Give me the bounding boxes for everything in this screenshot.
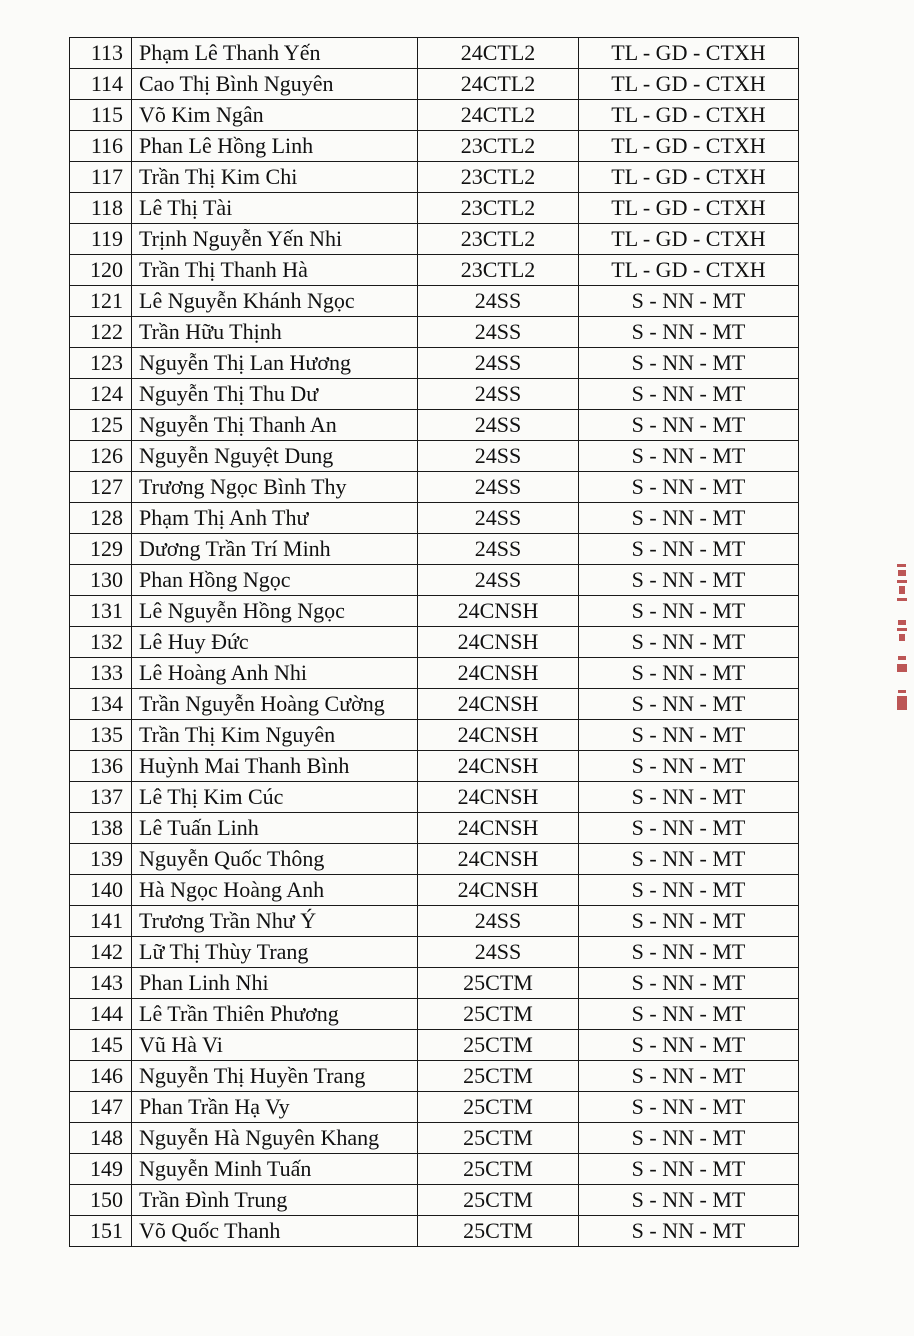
row-number-cell: 125 — [70, 410, 132, 441]
table-row — [70, 1185, 799, 1216]
student-name-cell: Nguyễn Hà Nguyên Khang — [132, 1123, 418, 1154]
class-code-cell: 24CNSH — [418, 875, 579, 906]
row-number-cell: 117 — [70, 162, 132, 193]
student-name-cell: Lê Nguyễn Khánh Ngọc — [132, 286, 418, 317]
major-group-cell: S - NN - MT — [579, 596, 799, 627]
table-row — [70, 1216, 799, 1247]
major-group-cell: S - NN - MT — [579, 1154, 799, 1185]
class-code-cell: 24CNSH — [418, 782, 579, 813]
class-code-cell: 24SS — [418, 937, 579, 968]
major-group-cell: TL - GD - CTXH — [579, 193, 799, 224]
major-group-cell: S - NN - MT — [579, 937, 799, 968]
row-number-cell: 133 — [70, 658, 132, 689]
row-number-cell: 131 — [70, 596, 132, 627]
class-code-cell: 25CTM — [418, 1030, 579, 1061]
student-name-cell: Dương Trần Trí Minh — [132, 534, 418, 565]
table-row — [70, 937, 799, 968]
class-code-cell: 24SS — [418, 441, 579, 472]
table-row — [70, 1154, 799, 1185]
major-group-cell: S - NN - MT — [579, 906, 799, 937]
major-group-cell: TL - GD - CTXH — [579, 38, 799, 69]
table-row — [70, 441, 799, 472]
major-group-cell: S - NN - MT — [579, 720, 799, 751]
major-group-cell: S - NN - MT — [579, 658, 799, 689]
major-group-cell: S - NN - MT — [579, 627, 799, 658]
table-row — [70, 875, 799, 906]
table-row — [70, 720, 799, 751]
student-name-cell: Phan Hồng Ngọc — [132, 565, 418, 596]
student-name-cell: Lê Huy Đức — [132, 627, 418, 658]
student-name-cell: Phạm Thị Anh Thư — [132, 503, 418, 534]
row-number-cell: 132 — [70, 627, 132, 658]
row-number-cell: 120 — [70, 255, 132, 286]
row-number-cell: 134 — [70, 689, 132, 720]
row-number-cell: 136 — [70, 751, 132, 782]
major-group-cell: S - NN - MT — [579, 1123, 799, 1154]
row-number-cell: 128 — [70, 503, 132, 534]
row-number-cell: 121 — [70, 286, 132, 317]
student-name-cell: Trần Thị Kim Nguyên — [132, 720, 418, 751]
row-number-cell: 146 — [70, 1061, 132, 1092]
student-name-cell: Hà Ngọc Hoàng Anh — [132, 875, 418, 906]
major-group-cell: S - NN - MT — [579, 472, 799, 503]
student-name-cell: Nguyễn Quốc Thông — [132, 844, 418, 875]
row-number-cell: 115 — [70, 100, 132, 131]
class-code-cell: 24SS — [418, 906, 579, 937]
row-number-cell: 124 — [70, 379, 132, 410]
student-name-cell: Huỳnh Mai Thanh Bình — [132, 751, 418, 782]
row-number-cell: 119 — [70, 224, 132, 255]
class-code-cell: 24CNSH — [418, 658, 579, 689]
major-group-cell: TL - GD - CTXH — [579, 162, 799, 193]
major-group-cell: S - NN - MT — [579, 1092, 799, 1123]
class-code-cell: 25CTM — [418, 1061, 579, 1092]
student-name-cell: Nguyễn Thị Thu Dư — [132, 379, 418, 410]
row-number-cell: 148 — [70, 1123, 132, 1154]
table-row — [70, 596, 799, 627]
stamp-mark-icon — [893, 560, 911, 720]
student-name-cell: Trần Hữu Thịnh — [132, 317, 418, 348]
student-roster-table — [69, 37, 799, 1247]
major-group-cell: S - NN - MT — [579, 1216, 799, 1247]
table-row — [70, 968, 799, 999]
student-name-cell: Võ Kim Ngân — [132, 100, 418, 131]
row-number-cell: 118 — [70, 193, 132, 224]
major-group-cell: S - NN - MT — [579, 813, 799, 844]
table-row — [70, 348, 799, 379]
class-code-cell: 23CTL2 — [418, 255, 579, 286]
table-row — [70, 317, 799, 348]
table-row — [70, 658, 799, 689]
major-group-cell: S - NN - MT — [579, 348, 799, 379]
student-name-cell: Lê Thị Kim Cúc — [132, 782, 418, 813]
class-code-cell: 24CNSH — [418, 689, 579, 720]
table-row — [70, 844, 799, 875]
table-row — [70, 503, 799, 534]
student-name-cell: Phan Linh Nhi — [132, 968, 418, 999]
major-group-cell: S - NN - MT — [579, 689, 799, 720]
table-row — [70, 906, 799, 937]
row-number-cell: 130 — [70, 565, 132, 596]
student-name-cell: Trần Thị Kim Chi — [132, 162, 418, 193]
table-row — [70, 224, 799, 255]
student-name-cell: Cao Thị Bình Nguyên — [132, 69, 418, 100]
table-row — [70, 286, 799, 317]
class-code-cell: 24SS — [418, 565, 579, 596]
major-group-cell: S - NN - MT — [579, 1030, 799, 1061]
row-number-cell: 138 — [70, 813, 132, 844]
class-code-cell: 24SS — [418, 503, 579, 534]
student-name-cell: Nguyễn Thị Thanh An — [132, 410, 418, 441]
student-name-cell: Trương Trần Như Ý — [132, 906, 418, 937]
major-group-cell: S - NN - MT — [579, 968, 799, 999]
class-code-cell: 24SS — [418, 379, 579, 410]
roster-body — [70, 38, 799, 1247]
student-name-cell: Lê Tuấn Linh — [132, 813, 418, 844]
row-number-cell: 139 — [70, 844, 132, 875]
major-group-cell: S - NN - MT — [579, 379, 799, 410]
major-group-cell: TL - GD - CTXH — [579, 255, 799, 286]
row-number-cell: 129 — [70, 534, 132, 565]
major-group-cell: S - NN - MT — [579, 317, 799, 348]
major-group-cell: S - NN - MT — [579, 286, 799, 317]
class-code-cell: 23CTL2 — [418, 224, 579, 255]
row-number-cell: 144 — [70, 999, 132, 1030]
table-row — [70, 1092, 799, 1123]
student-name-cell: Trương Ngọc Bình Thy — [132, 472, 418, 503]
margin-stamp-mark — [893, 560, 911, 720]
class-code-cell: 24CNSH — [418, 720, 579, 751]
student-name-cell: Lê Hoàng Anh Nhi — [132, 658, 418, 689]
table-row — [70, 751, 799, 782]
class-code-cell: 24CTL2 — [418, 100, 579, 131]
class-code-cell: 24CNSH — [418, 751, 579, 782]
student-name-cell: Trần Nguyễn Hoàng Cường — [132, 689, 418, 720]
student-name-cell: Lê Trần Thiên Phương — [132, 999, 418, 1030]
class-code-cell: 24CNSH — [418, 844, 579, 875]
row-number-cell: 114 — [70, 69, 132, 100]
class-code-cell: 25CTM — [418, 1185, 579, 1216]
major-group-cell: S - NN - MT — [579, 1185, 799, 1216]
row-number-cell: 151 — [70, 1216, 132, 1247]
table-row — [70, 813, 799, 844]
row-number-cell: 126 — [70, 441, 132, 472]
student-name-cell: Nguyễn Thị Lan Hương — [132, 348, 418, 379]
major-group-cell: S - NN - MT — [579, 844, 799, 875]
student-name-cell: Trần Thị Thanh Hà — [132, 255, 418, 286]
major-group-cell: S - NN - MT — [579, 565, 799, 596]
student-name-cell: Trịnh Nguyễn Yến Nhi — [132, 224, 418, 255]
student-name-cell: Phan Trần Hạ Vy — [132, 1092, 418, 1123]
row-number-cell: 137 — [70, 782, 132, 813]
major-group-cell: S - NN - MT — [579, 999, 799, 1030]
student-name-cell: Lê Nguyễn Hồng Ngọc — [132, 596, 418, 627]
table-row — [70, 1123, 799, 1154]
table-row — [70, 627, 799, 658]
class-code-cell: 24CNSH — [418, 596, 579, 627]
row-number-cell: 116 — [70, 131, 132, 162]
row-number-cell: 142 — [70, 937, 132, 968]
class-code-cell: 25CTM — [418, 1216, 579, 1247]
class-code-cell: 24SS — [418, 348, 579, 379]
row-number-cell: 140 — [70, 875, 132, 906]
row-number-cell: 143 — [70, 968, 132, 999]
table-row — [70, 565, 799, 596]
class-code-cell: 25CTM — [418, 1154, 579, 1185]
table-row — [70, 69, 799, 100]
major-group-cell: S - NN - MT — [579, 534, 799, 565]
student-name-cell: Phạm Lê Thanh Yến — [132, 38, 418, 69]
table-row — [70, 534, 799, 565]
major-group-cell: TL - GD - CTXH — [579, 131, 799, 162]
table-row — [70, 410, 799, 441]
major-group-cell: S - NN - MT — [579, 503, 799, 534]
row-number-cell: 149 — [70, 1154, 132, 1185]
table-row — [70, 162, 799, 193]
class-code-cell: 25CTM — [418, 968, 579, 999]
student-name-cell: Nguyễn Thị Huyền Trang — [132, 1061, 418, 1092]
class-code-cell: 25CTM — [418, 999, 579, 1030]
row-number-cell: 123 — [70, 348, 132, 379]
row-number-cell: 147 — [70, 1092, 132, 1123]
row-number-cell: 122 — [70, 317, 132, 348]
student-name-cell: Lê Thị Tài — [132, 193, 418, 224]
row-number-cell: 113 — [70, 38, 132, 69]
student-name-cell: Lữ Thị Thùy Trang — [132, 937, 418, 968]
major-group-cell: S - NN - MT — [579, 751, 799, 782]
class-code-cell: 24CNSH — [418, 813, 579, 844]
table-row — [70, 1030, 799, 1061]
student-name-cell: Nguyễn Minh Tuấn — [132, 1154, 418, 1185]
class-code-cell: 24SS — [418, 534, 579, 565]
class-code-cell: 25CTM — [418, 1123, 579, 1154]
table-row — [70, 131, 799, 162]
class-code-cell: 23CTL2 — [418, 131, 579, 162]
class-code-cell: 24SS — [418, 410, 579, 441]
class-code-cell: 23CTL2 — [418, 193, 579, 224]
class-code-cell: 24CNSH — [418, 627, 579, 658]
row-number-cell: 141 — [70, 906, 132, 937]
class-code-cell: 25CTM — [418, 1092, 579, 1123]
student-name-cell: Vũ Hà Vi — [132, 1030, 418, 1061]
class-code-cell: 24SS — [418, 317, 579, 348]
major-group-cell: TL - GD - CTXH — [579, 224, 799, 255]
row-number-cell: 135 — [70, 720, 132, 751]
major-group-cell: S - NN - MT — [579, 410, 799, 441]
major-group-cell: TL - GD - CTXH — [579, 100, 799, 131]
class-code-cell: 24SS — [418, 286, 579, 317]
table-row — [70, 1061, 799, 1092]
student-name-cell: Phan Lê Hồng Linh — [132, 131, 418, 162]
major-group-cell: S - NN - MT — [579, 875, 799, 906]
table-row — [70, 100, 799, 131]
class-code-cell: 24CTL2 — [418, 38, 579, 69]
major-group-cell: TL - GD - CTXH — [579, 69, 799, 100]
major-group-cell: S - NN - MT — [579, 441, 799, 472]
table-row — [70, 999, 799, 1030]
table-row — [70, 472, 799, 503]
student-name-cell: Trần Đình Trung — [132, 1185, 418, 1216]
row-number-cell: 145 — [70, 1030, 132, 1061]
table-row — [70, 379, 799, 410]
table-row — [70, 255, 799, 286]
table-row — [70, 782, 799, 813]
major-group-cell: S - NN - MT — [579, 782, 799, 813]
row-number-cell: 127 — [70, 472, 132, 503]
class-code-cell: 24CTL2 — [418, 69, 579, 100]
major-group-cell: S - NN - MT — [579, 1061, 799, 1092]
row-number-cell: 150 — [70, 1185, 132, 1216]
table-row — [70, 38, 799, 69]
student-name-cell: Nguyễn Nguyệt Dung — [132, 441, 418, 472]
class-code-cell: 23CTL2 — [418, 162, 579, 193]
table-row — [70, 193, 799, 224]
class-code-cell: 24SS — [418, 472, 579, 503]
student-name-cell: Võ Quốc Thanh — [132, 1216, 418, 1247]
table-row — [70, 689, 799, 720]
